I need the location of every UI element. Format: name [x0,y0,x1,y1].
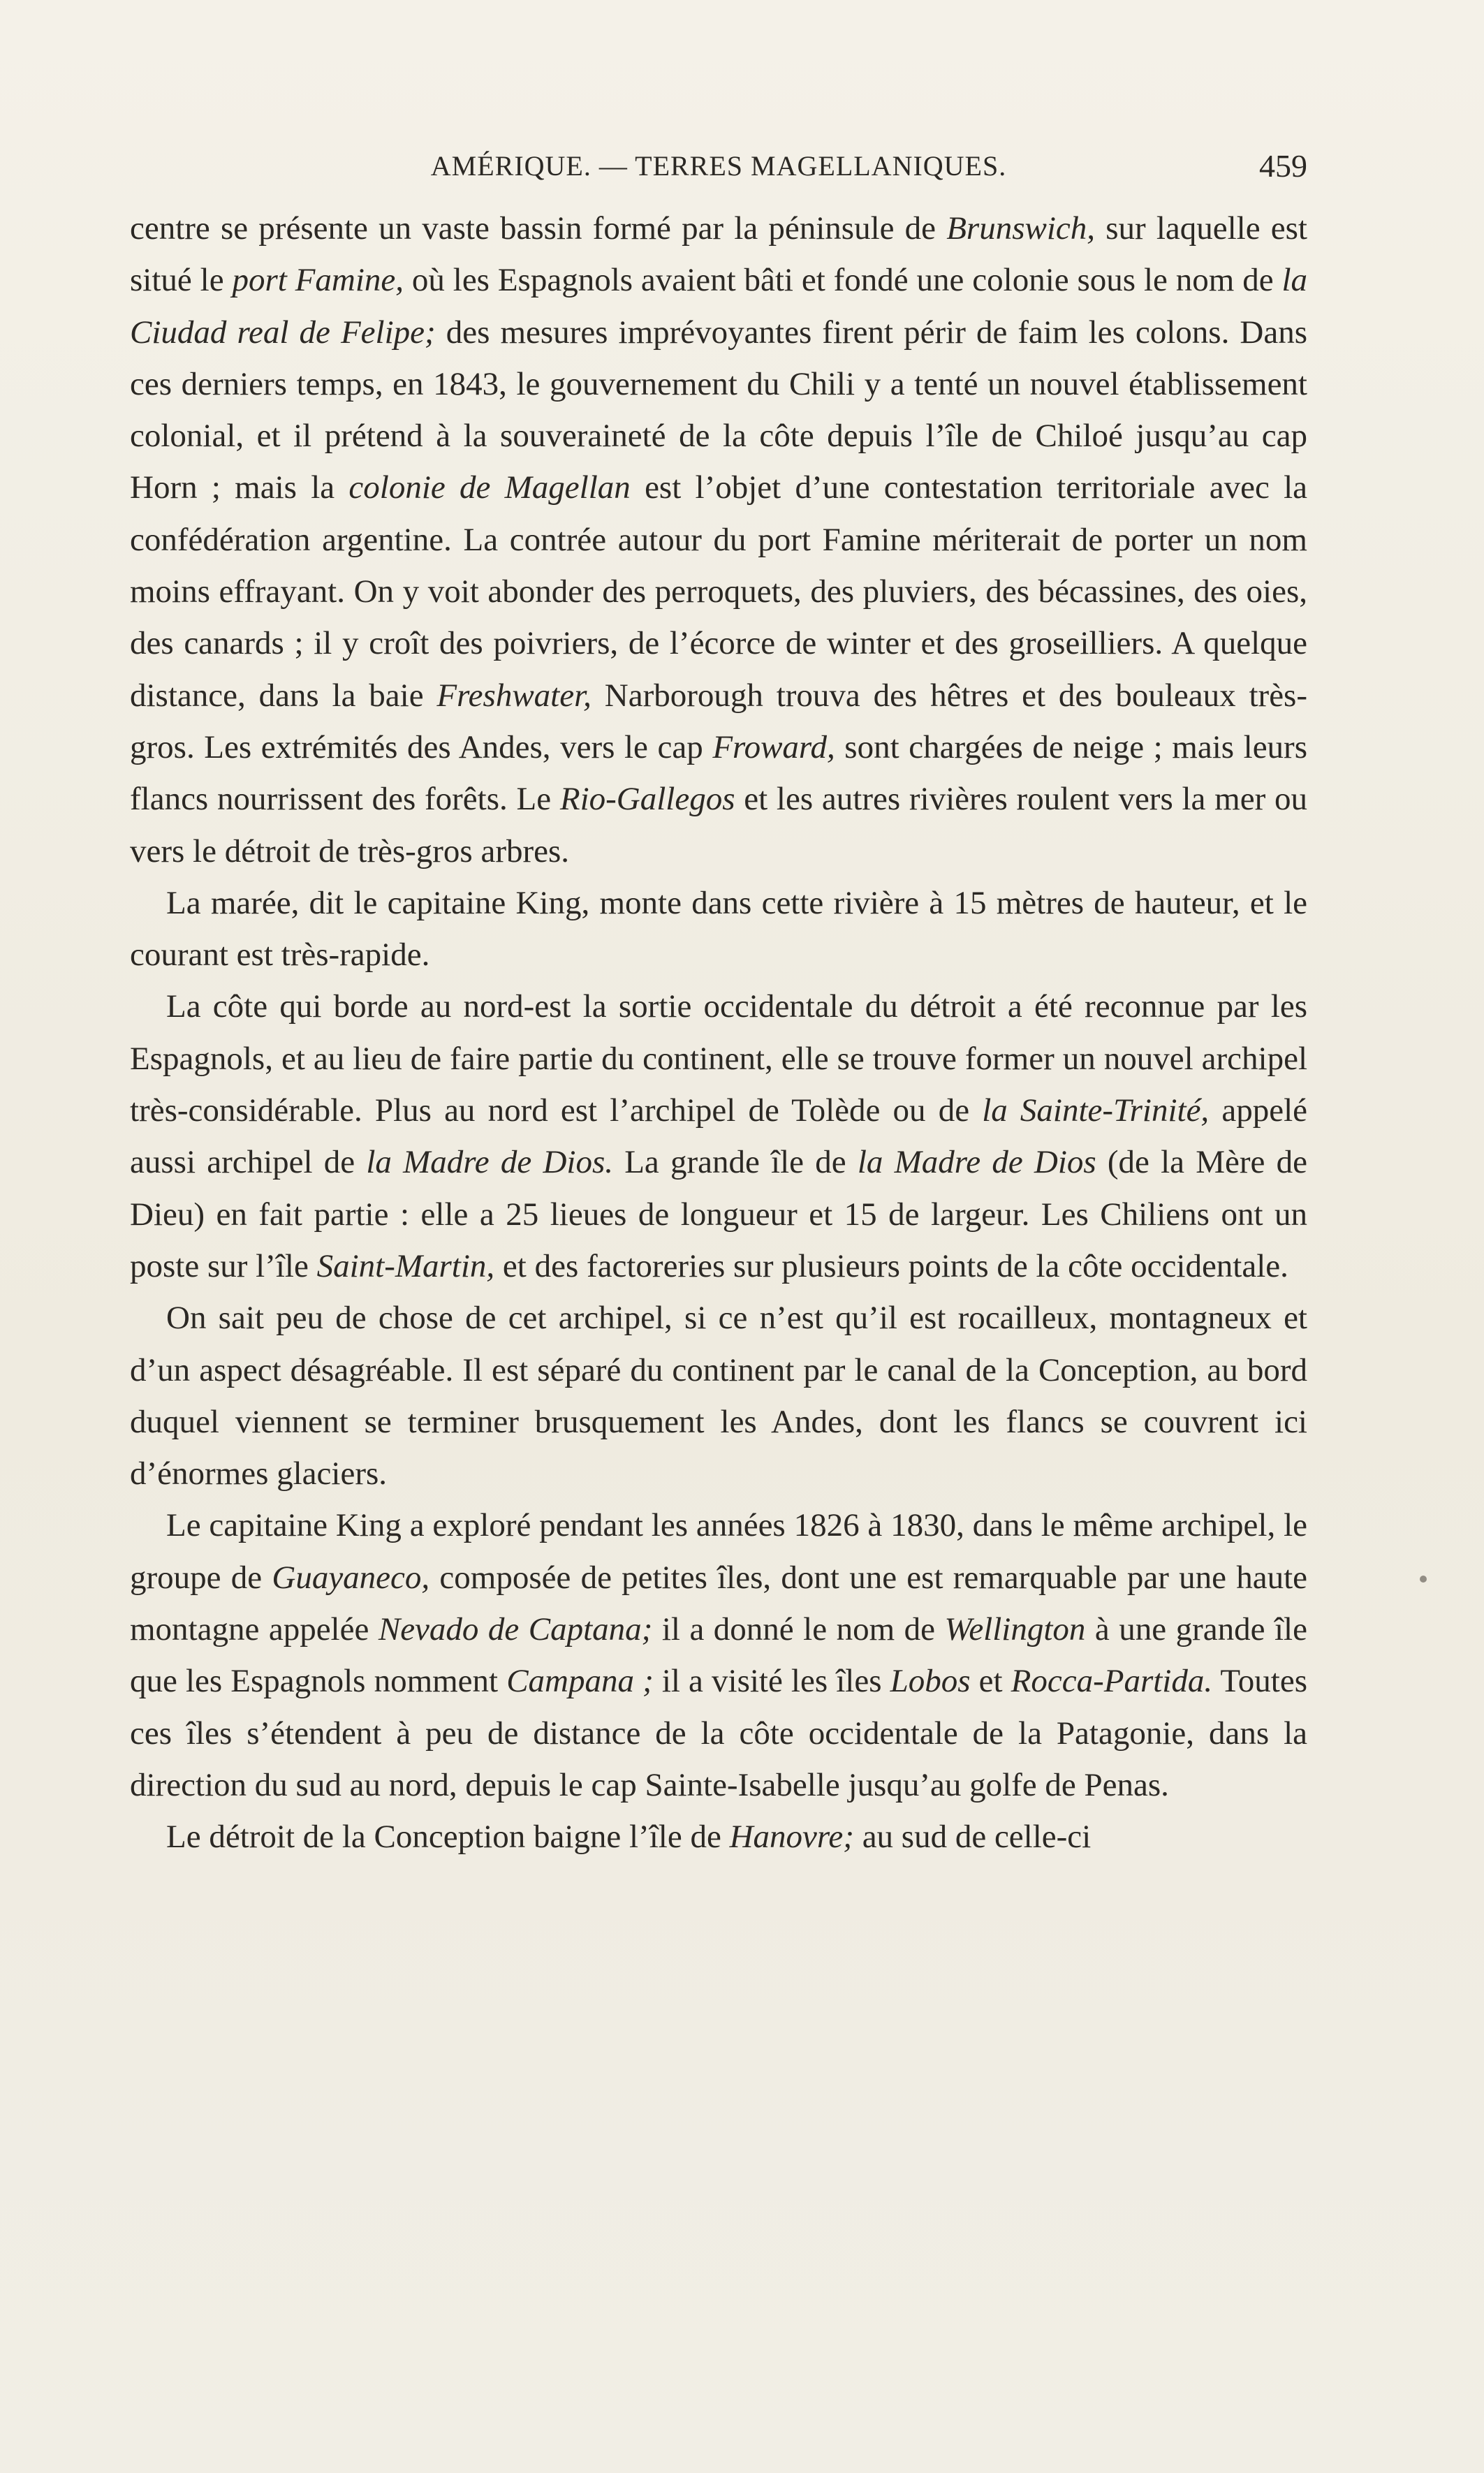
text-run: sont chargées de neige ; mais leurs flancs nourrissent des forêts. Le [130,728,1307,818]
italic-text: Froward, [712,728,835,765]
body-text [130,203,1307,1863]
page-number: 459 [1259,148,1307,184]
paragraph [130,203,1307,877]
text-run: il a visité les îles [653,1663,890,1700]
text-run: il a donné le nom de [652,1611,945,1648]
paragraph [130,1292,1307,1499]
text-run: Toutes ces îles s’étendent à peu de distance de la côte occidentale de la Patagonie, dans la direction du sud au nord, depuis le cap Sainte-Isabelle jusqu’au golfe de Penas. [130,1663,1307,1803]
text-run: Narborough trouva des hêtres et des bouleaux très-gros. Les extrémités des Andes, vers le cap [130,677,1307,765]
text-run: La côte qui borde au nord-est la sortie occidentale du détroit a été reconnue par les Espagnols, et au lieu de faire partie du continent, elle se trouve former un nouvel archipel très-considérable. Plus au nord est l’archipel de Tolède ou de [130,988,1307,1129]
margin-mark [1420,1576,1427,1583]
text-run: On sait peu de chose de cet archipel, si ce n’est qu’il est rocailleux, montagneux et d’un aspect désagréable. Il est séparé du continent par le canal de la Conception, au bord duquel viennent se terminer brusquement les Andes, dont les flancs se couvrent ici d’énormes glaciers. [130,1300,1307,1492]
text-run: et des factoreries sur plusieurs points de la côte occidentale. [494,1247,1288,1284]
text-run: appelé aussi archipel de [130,1092,1307,1181]
text-run: La grande île de [612,1144,858,1181]
text-run: Le capitaine King a exploré pendant les années 1826 à 1830, dans le même archipel, le groupe de [130,1507,1307,1596]
text-run: (de la Mère de Dieu) en fait partie : elle a 25 lieues de longueur et 15 de largeur. Les Chiliens ont un poste sur l’île [130,1144,1307,1284]
italic-text: la Madre de Dios. [366,1144,613,1181]
paragraph [130,877,1307,981]
italic-text: Rocca-Partida. [1011,1663,1213,1700]
text-run: et les autres rivières roulent vers la mer ou vers le détroit de très-gros arbres. [130,781,1308,869]
text-run: des mesures imprévoyantes firent périr de faim les colons. Dans ces derniers temps, en 1843, le gouvernement du Chili y a tenté un nouvel établissement colonial, et il prétend à la souveraineté de la côte depuis l’île de Chiloé jusqu’au cap Horn ; mais la [130,314,1307,506]
italic-text: la Ciudad real de Felipe; [130,262,1307,351]
text-run: Le détroit de la Conception baigne l’île de [166,1819,730,1856]
italic-text: Freshwater, [436,677,592,714]
text-run: sur laquelle est situé le [130,210,1307,299]
paragraph [130,1811,1307,1863]
paragraph [130,981,1307,1292]
text-run: au sud de celle-ci [853,1819,1092,1856]
italic-text: Lobos [890,1663,971,1700]
italic-text: Guayaneco, [272,1559,430,1596]
text-run: La marée, dit le capitaine King, monte dans cette rivière à 15 mètres de hauteur, et le courant est très-rapide. [130,884,1307,974]
text-run: où les Espagnols avaient bâti et fondé une colonie sous le nom de [404,262,1282,299]
text-run: est l’objet d’une contestation territoriale avec la confédération argentine. La contrée autour du port Famine mériterait de porter un nom moins effrayant. On y voit abonder des perroquets, des pluviers, des bécassines, des oies, des canards ; il y croît des poivriers, de l’écorce de winter et des groseilliers. A quelque distance, dans la baie [130,469,1308,714]
italic-text: colonie de Magellan [348,469,631,506]
italic-text: la Sainte-Trinité, [982,1092,1210,1129]
italic-text: la Madre de Dios [857,1144,1096,1181]
italic-text: port Famine, [232,262,404,299]
text-run: à une grande île que les Espagnols nomment [130,1611,1307,1700]
running-title: AMÉRIQUE. — TERRES MAGELLANIQUES. [430,150,1007,182]
text-run: et [970,1663,1011,1700]
italic-text: Nevado de Captana; [378,1611,653,1648]
italic-text: Rio-Gallegos [559,781,735,818]
italic-text: Campana ; [506,1663,654,1700]
italic-text: Brunswich, [946,210,1096,247]
paragraph [130,1499,1307,1811]
text-run: centre se présente un vaste bassin formé par la péninsule de [130,210,947,247]
text-run: composée de petites îles, dont une est remarquable par une haute montagne appelée [130,1559,1308,1648]
italic-text: Wellington [944,1611,1086,1648]
italic-text: Hanovre; [729,1819,854,1856]
italic-text: Saint-Martin, [316,1247,495,1284]
running-head [130,145,1307,187]
